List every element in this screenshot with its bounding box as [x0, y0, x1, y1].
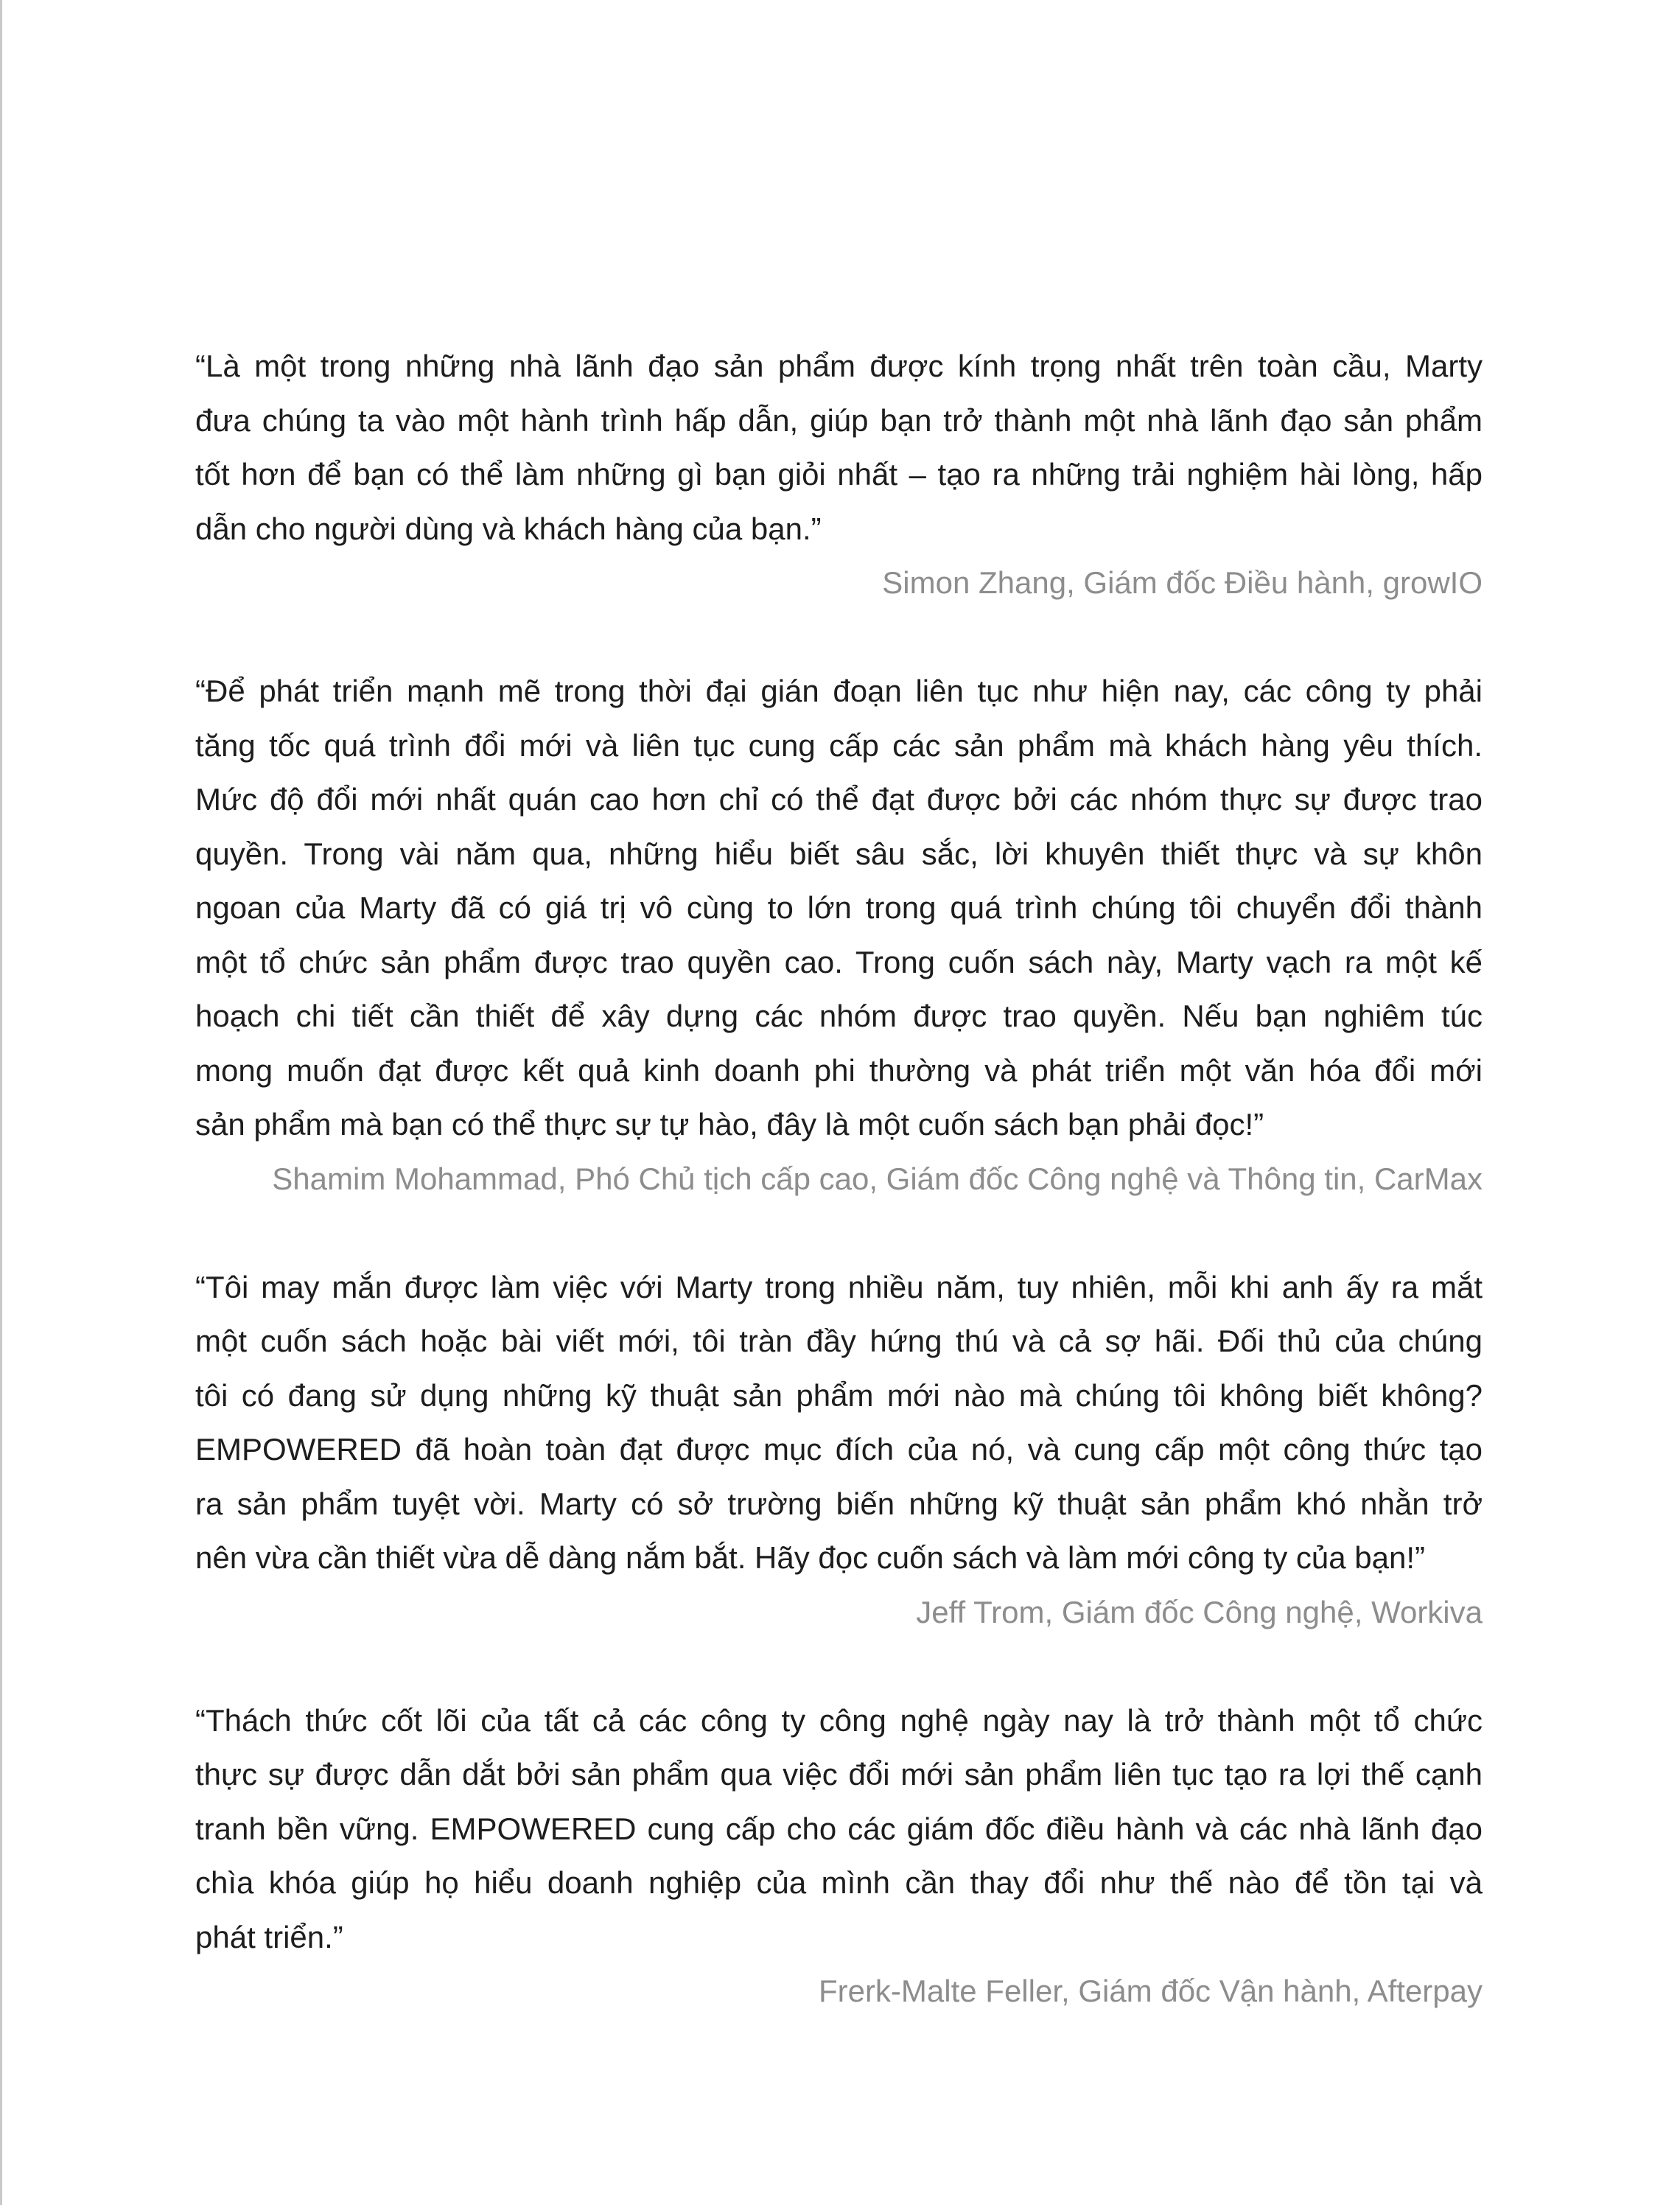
quote-line: một cuốn sách hoặc bài viết mới, tôi tràn đầy hứng thú và cả sợ hãi. Đối thủ của chúng [195, 1324, 1483, 1358]
quote-line: EMPOWERED đã hoàn toàn đạt được mục đích của nó, và cung cấp một công thức tạo [195, 1432, 1483, 1467]
quote-line: tranh bền vững. EMPOWERED cung cấp cho các giám đốc điều hành và các nhà lãnh đạo [195, 1811, 1483, 1846]
quote-line: hoạch chi tiết cần thiết để xây dựng các nhóm được trao quyền. Nếu bạn nghiêm túc [195, 999, 1483, 1033]
quote-text [195, 664, 1483, 1152]
quote-text [195, 1260, 1483, 1585]
quote-line: Mức độ đổi mới nhất quán cao hơn chỉ có thể đạt được bởi các nhóm thực sự được trao [195, 782, 1483, 817]
quote-line: thực sự được dẫn dắt bởi sản phẩm qua việc đổi mới sản phẩm liên tục tạo ra lợi thế cạnh [195, 1757, 1483, 1792]
quote-line: phát triển.” [195, 1919, 343, 1954]
quote-line: dẫn cho người dùng và khách hàng của bạn.” [195, 511, 822, 546]
quote-line: “Là một trong những nhà lãnh đạo sản phẩm được kính trọng nhất trên toàn cầu, Marty [195, 349, 1483, 383]
testimonial [195, 339, 1483, 610]
quote-line: mong muốn đạt được kết quả kinh doanh phi thường và phát triển một văn hóa đổi mới [195, 1052, 1483, 1088]
attribution: Frerk-Malte Feller, Giám đốc Vận hành, Afterpay [818, 1974, 1483, 2008]
testimonial [195, 664, 1483, 1206]
quote-line: quyền. Trong vài năm qua, những hiểu biết sâu sắc, lời khuyên thiết thực và sự khôn [195, 836, 1483, 871]
quote-line: chìa khóa giúp họ hiểu doanh nghiệp của mình cần thay đổi như thế nào để tồn tại và [195, 1865, 1483, 1900]
attribution: Shamim Mohammad, Phó Chủ tịch cấp cao, Giám đốc Công nghệ và Thông tin, CarMax [272, 1161, 1483, 1196]
quote-line: ra sản phẩm tuyệt vời. Marty có sở trường biến những kỹ thuật sản phẩm khó nhằn trở [195, 1486, 1483, 1521]
quote-line: một tổ chức sản phẩm được trao quyền cao. Trong cuốn sách này, Marty vạch ra một kế [195, 944, 1483, 979]
attribution: Simon Zhang, Giám đốc Điều hành, growIO [882, 565, 1483, 600]
attribution: Jeff Trom, Giám đốc Công nghệ, Workiva [916, 1594, 1483, 1629]
testimonials-column [195, 339, 1483, 2019]
quote-line: sản phẩm mà bạn có thể thực sự tự hào, đây là một cuốn sách bạn phải đọc!” [195, 1107, 1264, 1142]
quote-line: “Để phát triển mạnh mẽ trong thời đại gián đoạn liên tục như hiện nay, các công ty phải [195, 674, 1483, 708]
quote-line: tôi có đang sử dụng những kỹ thuật sản phẩm mới nào mà chúng tôi không biết không? [195, 1377, 1483, 1413]
testimonial [195, 1694, 1483, 2019]
quote-line: nên vừa cần thiết vừa dễ dàng nắm bắt. Hãy đọc cuốn sách và làm mới công ty của bạn!” [195, 1540, 1426, 1575]
quote-text [195, 1694, 1483, 1965]
quote-text [195, 339, 1483, 556]
testimonial [195, 1260, 1483, 1640]
quote-line: “Thách thức cốt lõi của tất cả các công ty công nghệ ngày nay là trở thành một tổ chức [195, 1702, 1483, 1738]
quote-line: tốt hơn để bạn có thể làm những gì bạn giỏi nhất – tạo ra những trải nghiệm hài lòng, hấp [195, 457, 1483, 492]
quote-line: “Tôi may mắn được làm việc với Marty trong nhiều năm, tuy nhiên, mỗi khi anh ấy ra mắt [195, 1269, 1483, 1304]
quote-line: ngoan của Marty đã có giá trị vô cùng to lớn trong quá trình chúng tôi chuyển đổi thành [195, 890, 1483, 925]
quote-line: tăng tốc quá trình đổi mới và liên tục cung cấp các sản phẩm mà khách hàng yêu thích. [195, 727, 1483, 763]
quote-line: đưa chúng ta vào một hành trình hấp dẫn, giúp bạn trở thành một nhà lãnh đạo sản phẩm [195, 402, 1483, 438]
